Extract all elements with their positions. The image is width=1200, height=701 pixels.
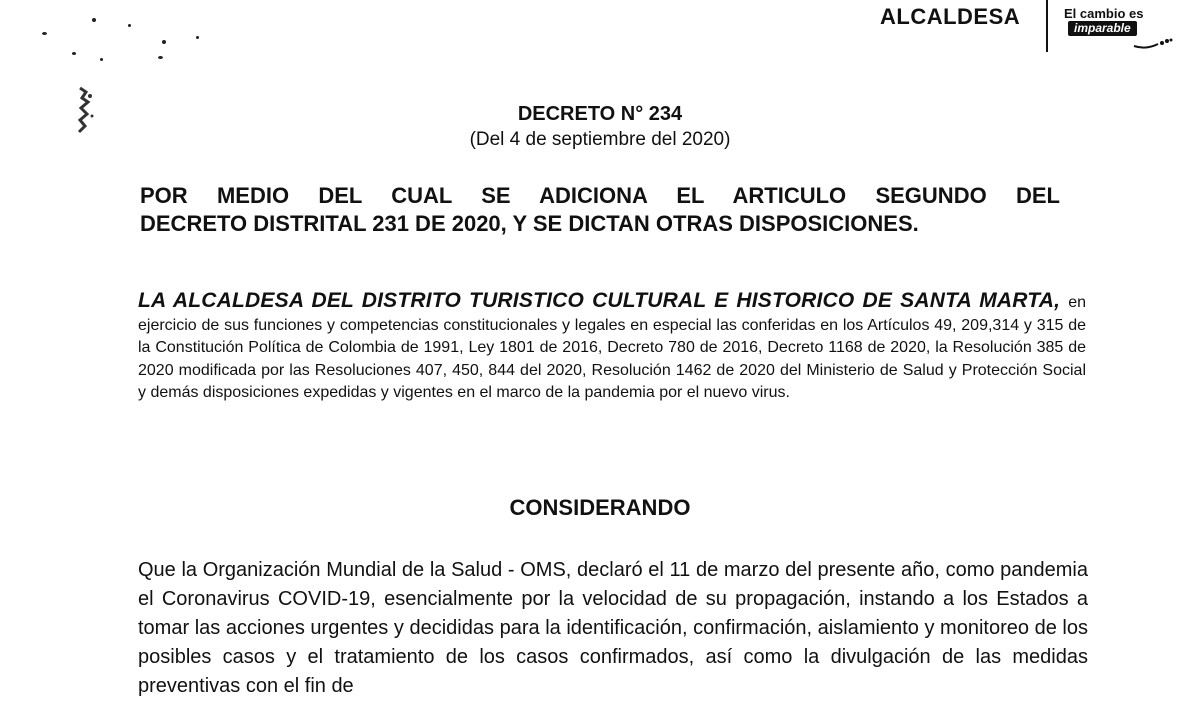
decree-title (140, 182, 1060, 238)
slogan-badge (1062, 0, 1174, 52)
slogan-dots-icon (1132, 38, 1172, 50)
intro-body: en ejercicio de sus funciones y competencias constitucionales y legales en especial las conferidas en los Artículos 49, 209,314 y 315 de la Constitución Política de Colombia de 1991, Ley 1801 de 2016, Decreto 780 de 2016, Decreto 1168 de 2020, la Resolución 385 de 2020 modificada por las Resoluciones 407, 450, 844 del 2020, Resolución 1462 de 2020 del Ministerio de Salud y Protección Social y demás disposiciones expedidas y vigentes en el marco de la pandemia por el nuevo virus. (138, 294, 1086, 401)
alcaldesa-logo-text: ALCALDESA (880, 4, 1021, 29)
decree-title-line1: POR MEDIO DEL CUAL SE ADICIONA EL ARTICULO SEGUNDO DEL (140, 183, 1060, 208)
considerando-heading: CONSIDERANDO (509, 495, 691, 520)
slogan-line1: El cambio es (1064, 6, 1144, 21)
decree-date: (Del 4 de septiembre del 2020) (469, 129, 731, 150)
considerando-paragraph: Que la Organización Mundial de la Salud - OMS, declaró el 11 de marzo del presente año, como pandemia el Coronavirus COVID-19, esencialmente por la velocidad de su propagación, instando a los Estados a tomar las acciones urgentes y decididas para la identificación, confirmación, aislamiento y monitoreo de los posibles casos y el tratamiento de los casos confirmados, así como la divulgación de las medidas preventivas con el fin de (138, 559, 1088, 697)
decree-number: DECRETO N° 234 (517, 103, 683, 125)
intro-paragraph (138, 290, 1086, 405)
slogan-line2: imparable (1068, 21, 1137, 36)
decree-title-line2: DECRETO DISTRITAL 231 DE 2020, Y SE DICTAN OTRAS DISPOSICIONES. (140, 211, 919, 236)
logo-divider (1046, 0, 1048, 52)
intro-lead: LA ALCALDESA DEL DISTRITO TURISTICO CULTURAL E HISTORICO DE SANTA MARTA, (138, 289, 1069, 312)
